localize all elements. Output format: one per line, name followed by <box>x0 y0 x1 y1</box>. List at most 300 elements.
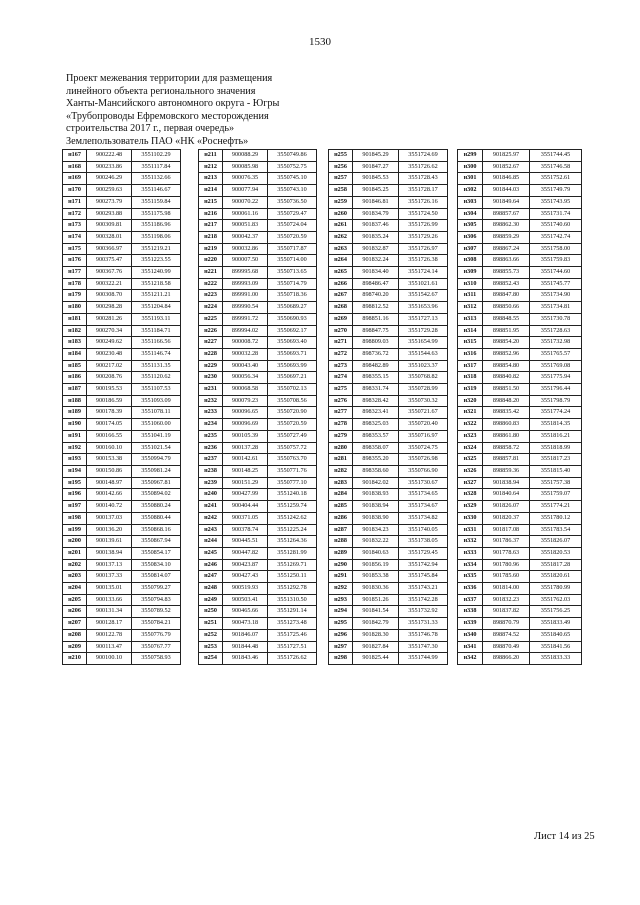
point-id-cell: н328 <box>458 489 483 501</box>
x-coordinate-cell: 898874.52 <box>483 629 530 641</box>
x-coordinate-cell: 900032.86 <box>223 243 268 255</box>
x-coordinate-cell: 901842.02 <box>353 477 399 489</box>
point-id-cell: н254 <box>199 653 223 665</box>
x-coordinate-cell: 900148.25 <box>223 465 268 477</box>
point-id-cell: н267 <box>329 290 353 302</box>
table-row <box>329 325 448 337</box>
table-row <box>458 220 582 232</box>
table-row <box>329 348 448 360</box>
x-coordinate-cell: 898851.16 <box>353 313 399 325</box>
y-coordinate-cell: 3551727.13 <box>399 313 448 325</box>
y-coordinate-cell: 3551729.26 <box>399 231 448 243</box>
point-id-cell: н271 <box>329 337 353 349</box>
x-coordinate-cell: 898482.89 <box>353 360 399 372</box>
x-coordinate-cell: 898355.20 <box>353 454 399 466</box>
y-coordinate-cell: 3551727.51 <box>268 641 317 653</box>
y-coordinate-cell: 3551242.62 <box>268 512 317 524</box>
x-coordinate-cell: 898848.55 <box>483 313 530 325</box>
table-row <box>329 653 448 665</box>
table-row <box>199 512 317 524</box>
point-id-cell: н334 <box>458 559 483 571</box>
point-id-cell: н191 <box>63 430 87 442</box>
x-coordinate-cell: 900137.03 <box>87 512 132 524</box>
table-row <box>199 442 317 454</box>
x-coordinate-cell: 900142.66 <box>87 489 132 501</box>
y-coordinate-cell: 3551724.14 <box>399 267 448 279</box>
y-coordinate-cell: 3550784.21 <box>132 618 181 630</box>
header-line: Проект межевания территории для размещения <box>66 73 273 84</box>
y-coordinate-cell: 3551734.81 <box>530 302 582 314</box>
y-coordinate-cell: 3550880.24 <box>132 501 181 513</box>
point-id-cell: н303 <box>458 196 483 208</box>
point-id-cell: н315 <box>458 337 483 349</box>
y-coordinate-cell: 3551120.62 <box>132 372 181 384</box>
y-coordinate-cell: 3551744.60 <box>530 267 582 279</box>
x-coordinate-cell: 900308.70 <box>87 290 132 302</box>
point-id-cell: н270 <box>329 325 353 337</box>
table-row <box>199 243 317 255</box>
point-id-cell: н237 <box>199 454 223 466</box>
table-row <box>458 173 582 185</box>
table-row <box>458 571 582 583</box>
table-row <box>63 618 181 630</box>
x-coordinate-cell: 900195.53 <box>87 384 132 396</box>
x-coordinate-cell: 901838.94 <box>483 477 530 489</box>
x-coordinate-cell: 898866.20 <box>483 653 530 665</box>
y-coordinate-cell: 3550728.99 <box>399 384 448 396</box>
point-id-cell: н217 <box>199 220 223 232</box>
table-row <box>329 384 448 396</box>
x-coordinate-cell: 901843.46 <box>223 653 268 665</box>
y-coordinate-cell: 3550777.10 <box>268 477 317 489</box>
point-id-cell: н285 <box>329 501 353 513</box>
point-id-cell: н197 <box>63 501 87 513</box>
x-coordinate-cell: 901820.37 <box>483 512 530 524</box>
header-line: Землепользователь ПАО «НК «Роснефть» <box>66 135 249 147</box>
sheet-number: Лист 14 из 25 <box>534 831 595 842</box>
x-coordinate-cell: 898736.72 <box>353 348 399 360</box>
x-coordinate-cell: 900309.81 <box>87 220 132 232</box>
point-id-cell: н225 <box>199 313 223 325</box>
table-row <box>329 173 448 185</box>
y-coordinate-cell: 3551730.67 <box>399 477 448 489</box>
y-coordinate-cell: 3550713.65 <box>268 267 317 279</box>
table-row <box>458 337 582 349</box>
point-id-cell: н260 <box>329 208 353 220</box>
point-id-cell: н324 <box>458 442 483 454</box>
y-coordinate-cell: 3551729.28 <box>399 325 448 337</box>
x-coordinate-cell: 900281.26 <box>87 313 132 325</box>
point-id-cell: н308 <box>458 255 483 267</box>
point-id-cell: н183 <box>63 337 87 349</box>
y-coordinate-cell: 3551107.53 <box>132 384 181 396</box>
table-row <box>199 313 317 325</box>
point-id-cell: н236 <box>199 442 223 454</box>
x-coordinate-cell: 901814.00 <box>483 583 530 595</box>
x-coordinate-cell: 900096.65 <box>223 407 268 419</box>
x-coordinate-cell: 901838.93 <box>353 489 399 501</box>
table-row <box>458 442 582 454</box>
x-coordinate-cell: 900166.55 <box>87 430 132 442</box>
x-coordinate-cell: 898858.72 <box>483 442 530 454</box>
table-row <box>458 231 582 243</box>
table-row <box>329 501 448 513</box>
table-row <box>199 348 317 360</box>
x-coordinate-cell: 898812.52 <box>353 302 399 314</box>
y-coordinate-cell: 3551734.65 <box>399 489 448 501</box>
x-coordinate-cell: 900079.23 <box>223 395 268 407</box>
table-row <box>329 278 448 290</box>
y-coordinate-cell: 3550981.24 <box>132 465 181 477</box>
table-row <box>199 395 317 407</box>
y-coordinate-cell: 3551780.12 <box>530 512 582 524</box>
table-row <box>199 454 317 466</box>
y-coordinate-cell: 3550718.36 <box>268 290 317 302</box>
x-coordinate-cell: 900519.93 <box>223 583 268 595</box>
x-coordinate-cell: 900246.29 <box>87 173 132 185</box>
table-row <box>199 653 317 665</box>
table-row <box>329 594 448 606</box>
table-row <box>329 196 448 208</box>
x-coordinate-cell: 900128.17 <box>87 618 132 630</box>
point-id-cell: н245 <box>199 547 223 559</box>
x-coordinate-cell: 901825.97 <box>483 150 530 162</box>
point-id-cell: н179 <box>63 290 87 302</box>
point-id-cell: н234 <box>199 419 223 431</box>
y-coordinate-cell: 3550767.77 <box>132 641 181 653</box>
point-id-cell: н319 <box>458 384 483 396</box>
x-coordinate-cell: 900096.69 <box>223 419 268 431</box>
point-id-cell: н342 <box>458 653 483 665</box>
table-row <box>63 442 181 454</box>
y-coordinate-cell: 3551756.25 <box>530 606 582 618</box>
table-row <box>329 372 448 384</box>
point-id-cell: н176 <box>63 255 87 267</box>
x-coordinate-cell: 900138.94 <box>87 547 132 559</box>
y-coordinate-cell: 3551745.77 <box>530 278 582 290</box>
table-row <box>63 653 181 665</box>
point-id-cell: н304 <box>458 208 483 220</box>
y-coordinate-cell: 3550730.32 <box>399 395 448 407</box>
y-coordinate-cell: 3551734.82 <box>399 512 448 524</box>
y-coordinate-cell: 3551726.62 <box>399 161 448 173</box>
y-coordinate-cell: 3551269.71 <box>268 559 317 571</box>
y-coordinate-cell: 3551166.56 <box>132 337 181 349</box>
y-coordinate-cell: 3550794.83 <box>132 594 181 606</box>
point-id-cell: н265 <box>329 267 353 279</box>
table-row <box>458 255 582 267</box>
y-coordinate-cell: 3550727.49 <box>268 430 317 442</box>
x-coordinate-cell: 900043.40 <box>223 360 268 372</box>
y-coordinate-cell: 3551021.61 <box>399 278 448 290</box>
y-coordinate-cell: 3550758.93 <box>132 653 181 665</box>
table-row <box>63 583 181 595</box>
x-coordinate-cell: 900503.41 <box>223 594 268 606</box>
table-row <box>199 489 317 501</box>
x-coordinate-cell: 899991.72 <box>223 313 268 325</box>
coordinate-table <box>62 149 181 665</box>
point-id-cell: н341 <box>458 641 483 653</box>
x-coordinate-cell: 900447.82 <box>223 547 268 559</box>
point-id-cell: н202 <box>63 559 87 571</box>
y-coordinate-cell: 3550894.02 <box>132 489 181 501</box>
point-id-cell: н199 <box>63 524 87 536</box>
table-row <box>329 583 448 595</box>
x-coordinate-cell: 901845.53 <box>353 173 399 185</box>
x-coordinate-cell: 898835.42 <box>483 407 530 419</box>
x-coordinate-cell: 901828.30 <box>353 629 399 641</box>
point-id-cell: н238 <box>199 465 223 477</box>
table-row <box>199 618 317 630</box>
table-row <box>329 313 448 325</box>
x-coordinate-cell: 900113.47 <box>87 641 132 653</box>
table-row <box>329 547 448 559</box>
x-coordinate-cell: 900139.61 <box>87 536 132 548</box>
x-coordinate-cell: 901832.23 <box>483 594 530 606</box>
point-id-cell: н314 <box>458 325 483 337</box>
table-row <box>199 290 317 302</box>
point-id-cell: н307 <box>458 243 483 255</box>
point-id-cell: н302 <box>458 185 483 197</box>
y-coordinate-cell: 3551725.46 <box>268 629 317 641</box>
table-row <box>329 571 448 583</box>
x-coordinate-cell: 900178.39 <box>87 407 132 419</box>
y-coordinate-cell: 3551146.67 <box>132 185 181 197</box>
table-row <box>458 302 582 314</box>
table-row <box>199 629 317 641</box>
y-coordinate-cell: 3550726.98 <box>399 454 448 466</box>
table-row <box>63 302 181 314</box>
point-id-cell: н229 <box>199 360 223 372</box>
table-row <box>199 477 317 489</box>
table-row <box>63 360 181 372</box>
x-coordinate-cell: 900259.63 <box>87 185 132 197</box>
point-id-cell: н284 <box>329 489 353 501</box>
document-header <box>66 73 279 149</box>
x-coordinate-cell: 898847.80 <box>483 290 530 302</box>
y-coordinate-cell: 3551841.56 <box>530 641 582 653</box>
table-row <box>63 231 181 243</box>
y-coordinate-cell: 3551078.11 <box>132 407 181 419</box>
y-coordinate-cell: 3551193.11 <box>132 313 181 325</box>
x-coordinate-cell: 900061.16 <box>223 208 268 220</box>
point-id-cell: н184 <box>63 348 87 360</box>
table-row <box>199 231 317 243</box>
y-coordinate-cell: 3551817.28 <box>530 559 582 571</box>
table-row <box>63 641 181 653</box>
y-coordinate-cell: 3550736.50 <box>268 196 317 208</box>
point-id-cell: н280 <box>329 442 353 454</box>
y-coordinate-cell: 3551159.84 <box>132 196 181 208</box>
y-coordinate-cell: 3550749.86 <box>268 150 317 162</box>
y-coordinate-cell: 3551746.58 <box>530 161 582 173</box>
point-id-cell: н251 <box>199 618 223 630</box>
table-row <box>63 278 181 290</box>
point-id-cell: н288 <box>329 536 353 548</box>
point-id-cell: н264 <box>329 255 353 267</box>
table-row <box>63 384 181 396</box>
x-coordinate-cell: 901817.08 <box>483 524 530 536</box>
y-coordinate-cell: 3551769.08 <box>530 360 582 372</box>
table-row <box>63 173 181 185</box>
point-id-cell: н336 <box>458 583 483 595</box>
table-row <box>458 313 582 325</box>
table-row <box>199 524 317 536</box>
x-coordinate-cell: 901840.64 <box>483 489 530 501</box>
y-coordinate-cell: 3551728.63 <box>530 325 582 337</box>
y-coordinate-cell: 3550724.75 <box>399 442 448 454</box>
y-coordinate-cell: 3551740.05 <box>399 524 448 536</box>
y-coordinate-cell: 3551021.54 <box>132 442 181 454</box>
y-coordinate-cell: 3551759.83 <box>530 255 582 267</box>
point-id-cell: н292 <box>329 583 353 595</box>
point-id-cell: н329 <box>458 501 483 513</box>
y-coordinate-cell: 3551743.21 <box>399 583 448 595</box>
point-id-cell: н283 <box>329 477 353 489</box>
table-row <box>329 477 448 489</box>
table-row <box>63 512 181 524</box>
y-coordinate-cell: 3550693.99 <box>268 360 317 372</box>
y-coordinate-cell: 3550743.10 <box>268 185 317 197</box>
x-coordinate-cell: 901847.27 <box>353 161 399 173</box>
table-row <box>329 618 448 630</box>
y-coordinate-cell: 3550716.97 <box>399 430 448 442</box>
table-row <box>458 185 582 197</box>
x-coordinate-cell: 898740.20 <box>353 290 399 302</box>
y-coordinate-cell: 3550720.40 <box>399 419 448 431</box>
x-coordinate-cell: 900233.86 <box>87 161 132 173</box>
y-coordinate-cell: 3550789.52 <box>132 606 181 618</box>
point-id-cell: н323 <box>458 430 483 442</box>
x-coordinate-cell: 898847.75 <box>353 325 399 337</box>
header-line: строительства 2017 г., первая очередь» <box>66 123 235 135</box>
x-coordinate-cell: 898851.95 <box>483 325 530 337</box>
y-coordinate-cell: 3551250.11 <box>268 571 317 583</box>
y-coordinate-cell: 3551833.33 <box>530 653 582 665</box>
point-id-cell: н241 <box>199 501 223 513</box>
y-coordinate-cell: 3550714.79 <box>268 278 317 290</box>
table-row <box>199 278 317 290</box>
table-row <box>458 477 582 489</box>
point-id-cell: н261 <box>329 220 353 232</box>
y-coordinate-cell: 3551732.92 <box>399 606 448 618</box>
table-row <box>199 255 317 267</box>
point-id-cell: н167 <box>63 150 87 162</box>
point-id-cell: н262 <box>329 231 353 243</box>
y-coordinate-cell: 3551774.21 <box>530 501 582 513</box>
point-id-cell: н220 <box>199 255 223 267</box>
point-id-cell: н317 <box>458 360 483 372</box>
y-coordinate-cell: 3551310.50 <box>268 594 317 606</box>
table-row <box>63 489 181 501</box>
x-coordinate-cell: 900137.33 <box>87 571 132 583</box>
table-row <box>199 372 317 384</box>
y-coordinate-cell: 3550868.16 <box>132 524 181 536</box>
x-coordinate-cell: 901832.22 <box>353 536 399 548</box>
point-id-cell: н276 <box>329 395 353 407</box>
table-row <box>63 465 181 477</box>
point-id-cell: н178 <box>63 278 87 290</box>
x-coordinate-cell: 900142.61 <box>223 454 268 466</box>
y-coordinate-cell: 3550720.59 <box>268 231 317 243</box>
table-row <box>199 641 317 653</box>
point-id-cell: н277 <box>329 407 353 419</box>
table-row <box>329 454 448 466</box>
point-id-cell: н219 <box>199 243 223 255</box>
x-coordinate-cell: 900148.97 <box>87 477 132 489</box>
table-row <box>63 243 181 255</box>
table-row <box>329 161 448 173</box>
x-coordinate-cell: 901856.19 <box>353 559 399 571</box>
x-coordinate-cell: 900208.76 <box>87 372 132 384</box>
x-coordinate-cell: 900371.05 <box>223 512 268 524</box>
x-coordinate-cell: 900217.02 <box>87 360 132 372</box>
table-row <box>329 489 448 501</box>
table-row <box>63 536 181 548</box>
x-coordinate-cell: 898848.20 <box>483 395 530 407</box>
x-coordinate-cell: 898851.50 <box>483 384 530 396</box>
x-coordinate-cell: 901825.44 <box>353 653 399 665</box>
table-row <box>329 290 448 302</box>
point-id-cell: н182 <box>63 325 87 337</box>
table-row <box>63 255 181 267</box>
point-id-cell: н177 <box>63 267 87 279</box>
table-row <box>458 594 582 606</box>
x-coordinate-cell: 900273.79 <box>87 196 132 208</box>
point-id-cell: н188 <box>63 395 87 407</box>
y-coordinate-cell: 3551826.07 <box>530 536 582 548</box>
point-id-cell: н331 <box>458 524 483 536</box>
x-coordinate-cell: 900378.74 <box>223 524 268 536</box>
point-id-cell: н213 <box>199 173 223 185</box>
y-coordinate-cell: 3551218.58 <box>132 278 181 290</box>
x-coordinate-cell: 901841.54 <box>353 606 399 618</box>
y-coordinate-cell: 3551775.94 <box>530 372 582 384</box>
y-coordinate-cell: 3551774.24 <box>530 407 582 419</box>
y-coordinate-cell: 3551840.65 <box>530 629 582 641</box>
table-row <box>199 583 317 595</box>
coordinate-table <box>457 149 582 665</box>
x-coordinate-cell: 898859.29 <box>483 231 530 243</box>
point-id-cell: н332 <box>458 536 483 548</box>
y-coordinate-cell: 3551273.48 <box>268 618 317 630</box>
table-row <box>63 407 181 419</box>
point-id-cell: н259 <box>329 196 353 208</box>
table-row <box>199 337 317 349</box>
y-coordinate-cell: 3550880.44 <box>132 512 181 524</box>
y-coordinate-cell: 3550697.21 <box>268 372 317 384</box>
header-line: линейного объекта регионального значения <box>66 85 256 97</box>
x-coordinate-cell: 900328.01 <box>87 231 132 243</box>
x-coordinate-cell: 898857.81 <box>483 454 530 466</box>
point-id-cell: н311 <box>458 290 483 302</box>
table-row <box>329 407 448 419</box>
x-coordinate-cell: 900404.44 <box>223 501 268 513</box>
table-row <box>63 629 181 641</box>
x-coordinate-cell: 900230.48 <box>87 348 132 360</box>
x-coordinate-cell: 898863.66 <box>483 255 530 267</box>
point-id-cell: н226 <box>199 325 223 337</box>
point-id-cell: н305 <box>458 220 483 232</box>
table-row <box>63 477 181 489</box>
table-row <box>63 150 181 162</box>
y-coordinate-cell: 3551542.67 <box>399 290 448 302</box>
point-id-cell: н215 <box>199 196 223 208</box>
x-coordinate-cell: 900473.18 <box>223 618 268 630</box>
x-coordinate-cell: 900077.94 <box>223 185 268 197</box>
table-row <box>458 606 582 618</box>
x-coordinate-cell: 900137.13 <box>87 559 132 571</box>
